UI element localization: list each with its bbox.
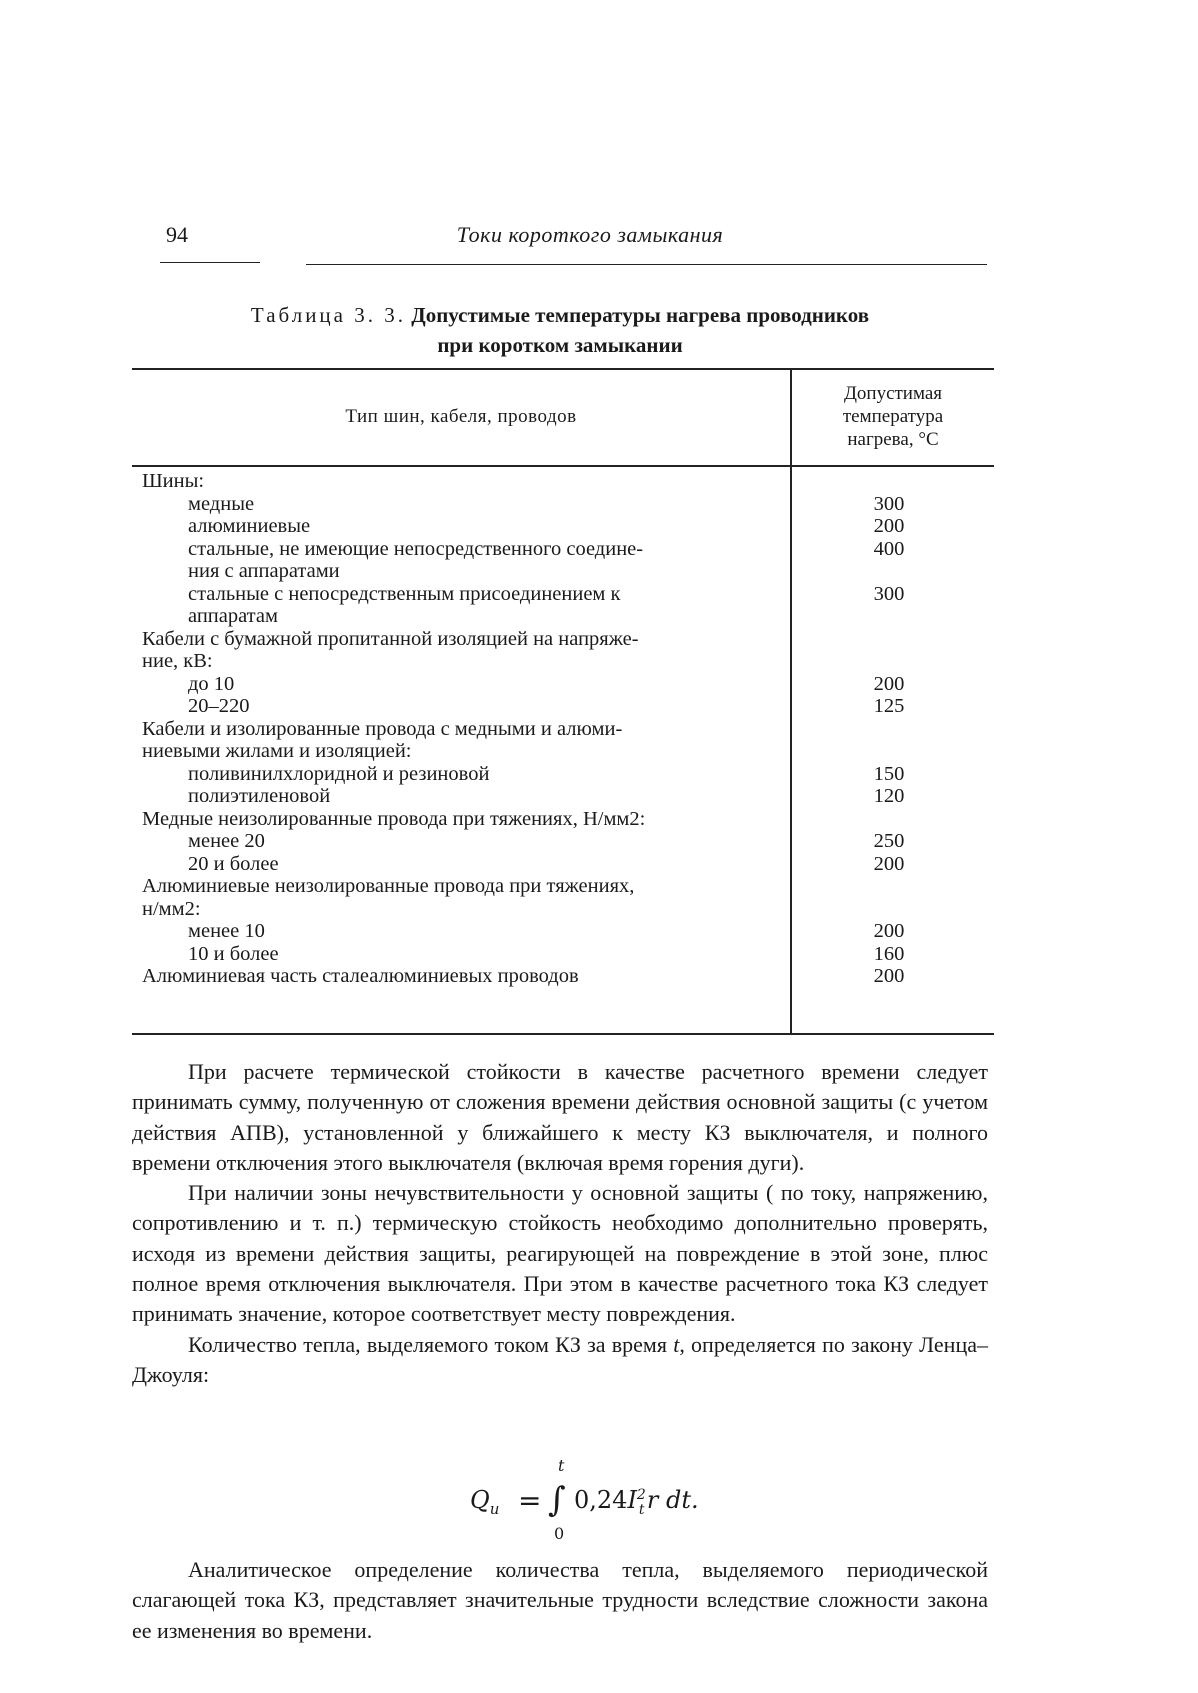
table-row <box>132 898 994 921</box>
table-cell-type: Алюминиевые неизолированные провода при тяжениях, <box>142 875 635 897</box>
table-cell-type: стальные, не имеющие непосредственного соедине- <box>188 537 644 560</box>
table-cell-type: 20 и более <box>188 852 279 875</box>
table-cell-temperature: 200 <box>873 852 905 875</box>
table-row <box>132 673 994 696</box>
table-cell-type: Кабели и изолированные провода с медными и алюми- <box>142 717 623 740</box>
table-row <box>132 943 994 966</box>
table-rule-head <box>132 465 994 467</box>
table-row <box>132 718 994 741</box>
table-cell-type: поливинилхлоридной и резиновой <box>188 762 490 785</box>
table-row <box>132 470 994 493</box>
table-cell-temperature: 125 <box>873 695 905 717</box>
table-row <box>132 830 994 853</box>
table-cell-type: менее 10 <box>188 920 265 942</box>
table-cell-type: Кабели с бумажной пропитанной изоляцией на напряже- <box>142 627 639 650</box>
table-row <box>132 853 994 876</box>
table-row <box>132 808 994 831</box>
table-cell-temperature: 200 <box>873 965 905 987</box>
page-number: 94 <box>166 222 188 247</box>
body-text <box>132 1057 988 1390</box>
table-caption <box>120 300 1000 360</box>
table-cell-type: Шины: <box>142 470 205 492</box>
table-cell-type: Алюминиевая часть сталеалюминиевых проводов <box>142 965 579 987</box>
table-cell-type: ние, кВ: <box>142 650 213 672</box>
table-row <box>132 965 994 988</box>
table-cell-temperature: 160 <box>873 942 905 965</box>
paragraph: Количество тепла, выделяемого током КЗ за время t, определяется по закону Ленца–Джоуля: <box>132 1331 988 1387</box>
closing-paragraph <box>132 1555 988 1646</box>
formula-equals: = <box>518 1484 542 1517</box>
formula-expression: $0,24I^2_t$ r dt. <box>574 1486 699 1518</box>
table-row <box>132 538 994 561</box>
header-rule <box>160 262 260 263</box>
table-cell-temperature: 300 <box>873 582 905 605</box>
caption-title: Допустимые температуры нагрева проводников <box>411 303 870 327</box>
table-cell-type: медные <box>188 492 255 515</box>
paragraph: При расчете термической стойкости в качестве расчетного времени следует принимать сумму, полученную от сложения времени действия основной защиты (с учетом действия АПВ), установленной у ближайшего к месту КЗ выключателя, и полного времени отключения этого выключателя (включая время горения дуги). <box>132 1059 988 1175</box>
column-header-temperature: Допустимая температура нагрева, °С <box>842 383 944 450</box>
table-body <box>132 470 994 988</box>
paragraph: Аналитическое определение количества тепла, выделяемого периодической слагающей тока КЗ, представляет значительные трудности вследствие сложности закона ее изменения во времени. <box>132 1557 988 1643</box>
table-row <box>132 650 994 673</box>
table-row <box>132 628 994 651</box>
table-cell-temperature: 150 <box>873 762 905 785</box>
table-cell-type: полиэтиленовой <box>188 785 331 807</box>
table-cell-temperature: 200 <box>873 920 905 942</box>
paragraph: При наличии зоны нечувствительности у основной защиты ( по току, напряжению, сопротивлению и т. п.) термическую стойкость необходимо дополнительно проверять, исходя из времени действия защиты, реагирующей на повреждение в этой зоне, плюс полное время отключения выключателя. При этом в качестве расчетного тока КЗ следует принимать значение, которое соответствует месту повреждения. <box>132 1180 988 1327</box>
table-row <box>132 515 994 538</box>
formula-upper-limit: t <box>558 1456 565 1475</box>
table-row <box>132 605 994 628</box>
column-header-type: Тип шин, кабеля, проводов <box>345 405 577 427</box>
table-cell-type: ниевыми жилами и изоляцией: <box>142 740 412 762</box>
table-row <box>132 920 994 943</box>
formula-lhs: $Q_и$ <box>470 1486 500 1518</box>
table-cell-type: ния с аппаратами <box>188 560 340 582</box>
running-title: Токи короткого замыкания <box>456 222 724 247</box>
table-row <box>132 493 994 516</box>
formula-lenz-joule <box>470 1456 730 1543</box>
table-cell-temperature: 120 <box>873 785 905 807</box>
table-cell-type: стальные с непосредственным присоединением к <box>188 582 621 605</box>
table-row <box>132 560 994 583</box>
table-cell-type: Медные неизолированные провода при тяжениях, Н/мм2: <box>142 807 646 830</box>
table-rule-bottom <box>132 1033 994 1035</box>
formula-lower-limit: 0 <box>554 1524 565 1543</box>
table-row <box>132 875 994 898</box>
caption-title-line2: при коротком замыкании <box>437 333 683 357</box>
table-cell-temperature: 300 <box>873 492 905 515</box>
table-cell-type: 20–220 <box>188 695 250 717</box>
table-row <box>132 583 994 606</box>
table-cell-type: н/мм2: <box>142 897 201 920</box>
table-cell-temperature: 250 <box>873 830 905 852</box>
table-row <box>132 763 994 786</box>
header-rule <box>306 264 987 265</box>
table-cell-type: алюминиевые <box>188 515 311 537</box>
table-row <box>132 785 994 808</box>
table-cell-type: до 10 <box>188 672 235 695</box>
formula-integral: ∫ <box>548 1480 566 1520</box>
table-row <box>132 695 994 718</box>
table-row <box>132 740 994 763</box>
table-cell-temperature: 200 <box>873 672 905 695</box>
table-cell-type: 10 и более <box>188 942 279 965</box>
table-cell-temperature: 200 <box>873 515 905 537</box>
caption-label: Таблица 3. 3. <box>250 303 406 327</box>
table-cell-temperature: 400 <box>873 537 905 560</box>
table-cell-type: менее 20 <box>188 830 265 852</box>
table-cell-type: аппаратам <box>188 605 278 627</box>
